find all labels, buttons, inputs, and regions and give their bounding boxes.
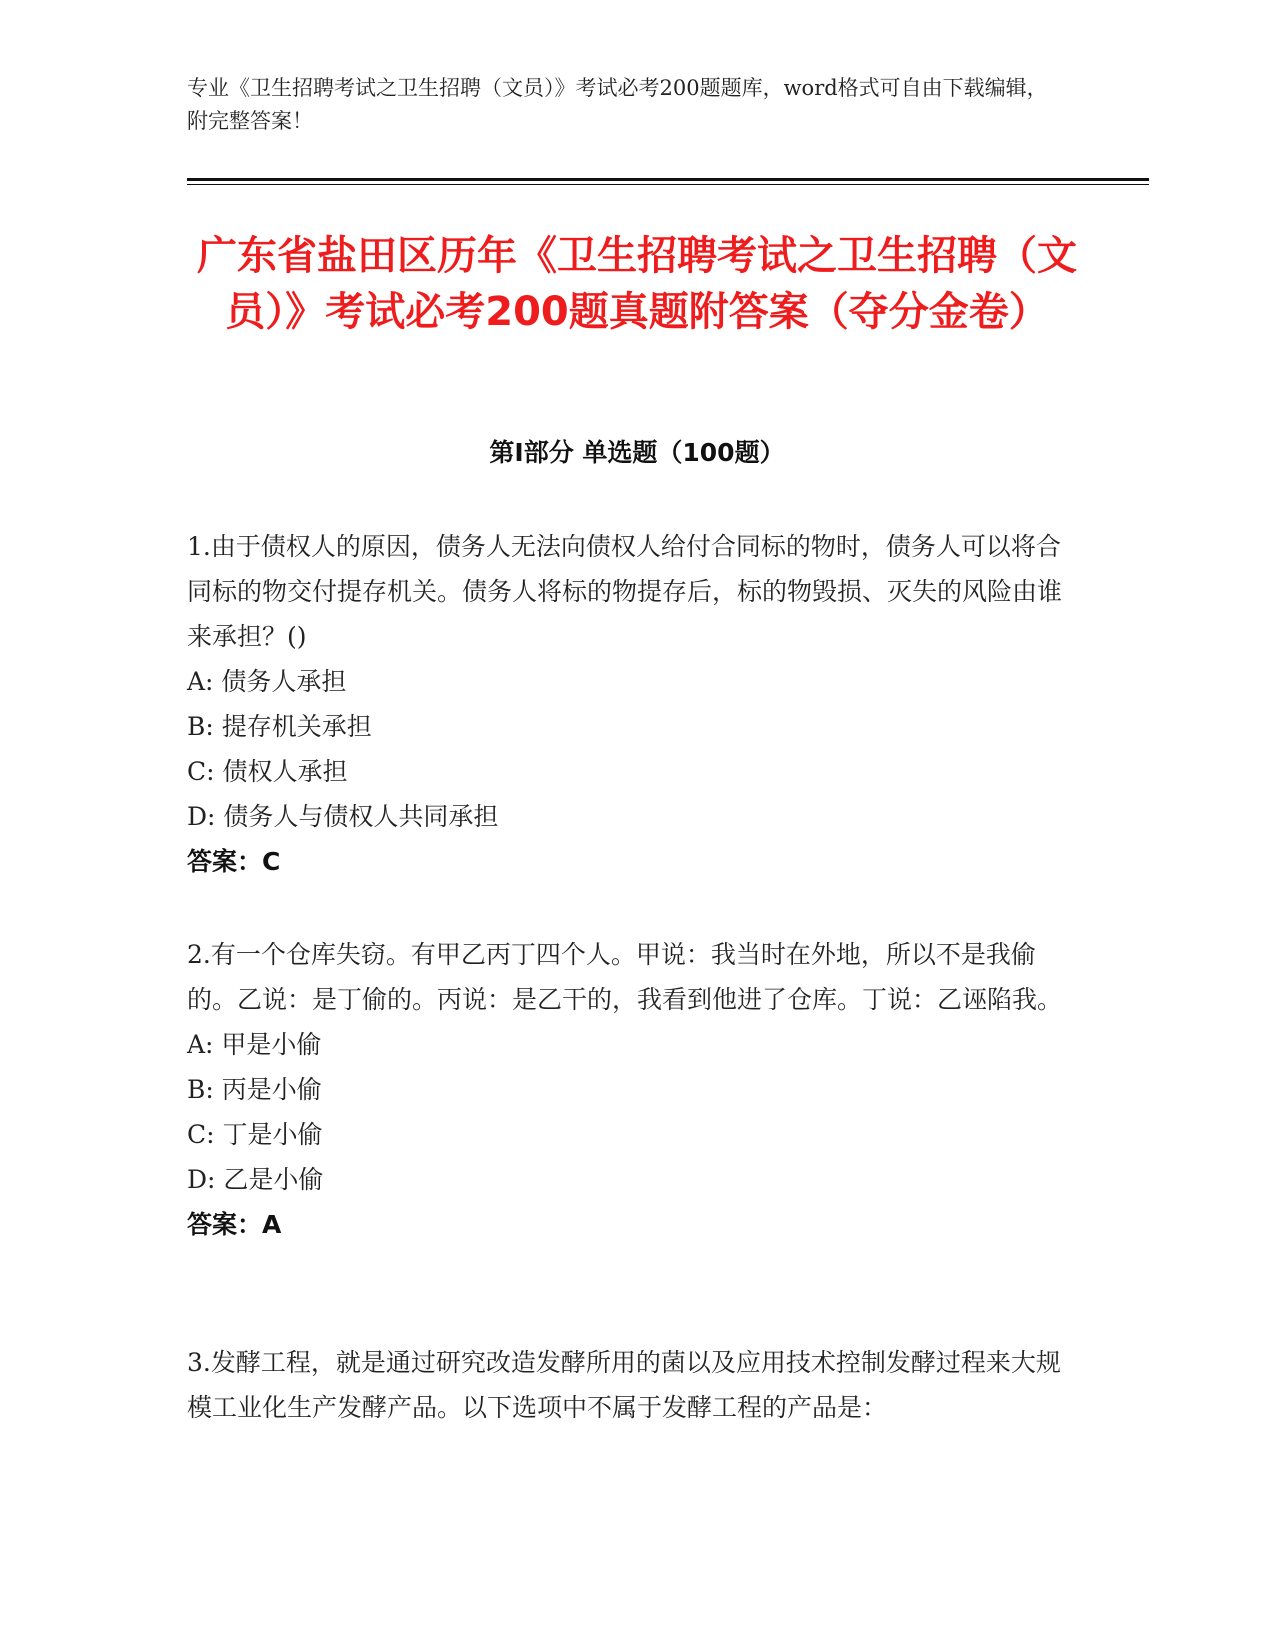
question-1 — [187, 524, 1067, 884]
question-3 — [187, 1340, 1067, 1430]
option-a: A: 债务人承担 — [187, 667, 347, 696]
header-note: 专业《卫生招聘考试之卫生招聘（文员）》考试必考200题题库，word格式可自由下载编辑，附完整答案！ — [187, 76, 1048, 133]
option-d: D: 债务人与债权人共同承担 — [187, 802, 499, 831]
header-divider-thin — [187, 184, 1149, 185]
option-c: C: 丁是小偷 — [187, 1120, 323, 1149]
option-b: B: 提存机关承担 — [187, 712, 372, 741]
question-2 — [187, 932, 1067, 1247]
option-d: D: 乙是小偷 — [187, 1165, 324, 1194]
question-stem: 2.有一个仓库失窃。有甲乙丙丁四个人。甲说：我当时在外地，所以不是我偷的。乙说：是丁偷的。丙说：是乙干的，我看到他进了仓库。丁说：乙诬陷我。 — [187, 940, 1063, 1014]
section-heading: 第Ⅰ部分 单选题（100题） — [489, 438, 785, 467]
header-divider-thick — [187, 178, 1149, 181]
option-c: C: 债权人承担 — [187, 757, 348, 786]
option-b: B: 丙是小偷 — [187, 1075, 322, 1104]
question-stem: 3.发酵工程，就是通过研究改造发酵所用的菌以及应用技术控制发酵过程来大规模工业化生产发酵产品。以下选项中不属于发酵工程的产品是： — [187, 1348, 1061, 1422]
option-a: A: 甲是小偷 — [187, 1030, 322, 1059]
question-stem: 1.由于债权人的原因，债务人无法向债权人给付合同标的物时，债务人可以将合同标的物交付提存机关。债务人将标的物提存后，标的物毁损、灭失的风险由谁来承担？() — [187, 532, 1063, 651]
answer-line: 答案：C — [187, 847, 281, 876]
answer-line: 答案：A — [187, 1210, 282, 1239]
document-title: 广东省盐田区历年《卫生招聘考试之卫生招聘（文员）》考试必考200题真题附答案（夺分金卷） — [197, 233, 1077, 335]
